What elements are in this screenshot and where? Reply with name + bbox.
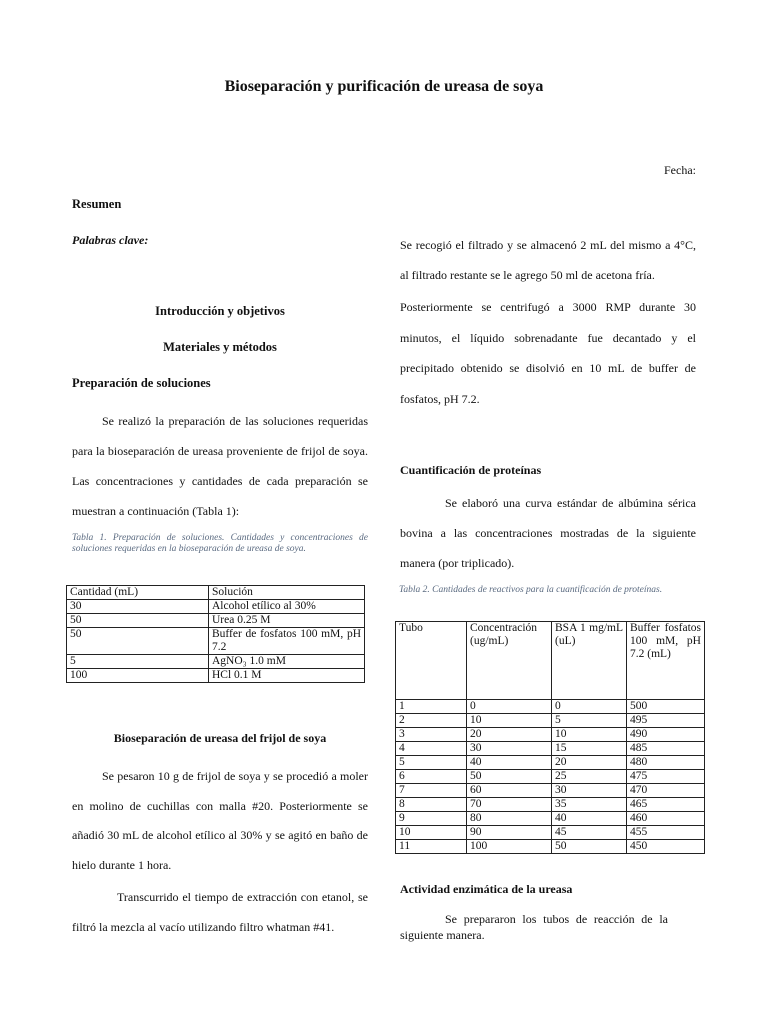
table-cell: 5	[552, 714, 627, 728]
table-cell: 40	[467, 756, 552, 770]
table-cell: 20	[467, 728, 552, 742]
table-cell: 90	[467, 826, 552, 840]
table-cell: 4	[396, 742, 467, 756]
filtrate-paragraph: Se recogió el filtrado y se almacenó 2 mL del mismo a 4°C, al filtrado restante se le agrego 50 ml de acetona fría.	[400, 238, 696, 282]
table-cell: Buffer de fosfatos 100 mM, pH 7.2	[209, 628, 365, 655]
table-row	[396, 798, 705, 812]
table-cell: 10	[467, 714, 552, 728]
table2-caption: Tabla 2. Cantidades de reactivos para la cuantificación de proteínas.	[399, 585, 663, 595]
table-cell: 0	[552, 700, 627, 714]
bioseparation-paragraph-2: Transcurrido el tiempo de extracción con etanol, se filtró la mezcla al vacío utilizando filtro whatman #41.	[72, 890, 368, 934]
table-row	[396, 756, 705, 770]
table-cell: Urea 0.25 M	[209, 614, 365, 628]
table-row	[396, 840, 705, 854]
table2	[395, 621, 705, 854]
table1	[66, 585, 365, 683]
solutions-heading: Preparación de soluciones	[72, 376, 211, 390]
table-cell: 30	[467, 742, 552, 756]
solutions-paragraph: Se realizó la preparación de las soluciones requeridas para la bioseparación de ureasa proveniente de frijol de soya. Las concentraciones y cantidades de cada preparación se muestran a continuación (Tabla 1):	[72, 414, 368, 518]
table-cell: 70	[467, 798, 552, 812]
enzyme-activity-paragraph: Se prepararon los tubos de reacción de la siguiente manera.	[400, 912, 668, 942]
protein-quant-heading: Cuantificación de proteínas	[400, 463, 542, 477]
paper-title: Bioseparación y purificación de ureasa de soya	[224, 78, 544, 95]
table-cell: 30	[552, 784, 627, 798]
table-cell: 10	[552, 728, 627, 742]
table-row	[396, 770, 705, 784]
table-cell: 0	[467, 700, 552, 714]
table-header-cell: BSA 1 mg/mL (uL)	[552, 622, 627, 700]
table-cell: HCl 0.1 M	[209, 669, 365, 683]
methods-heading: Materiales y métodos	[163, 340, 277, 354]
table-header-cell: Buffer fosfatos 100 mM, pH 7.2 (mL)	[627, 622, 705, 700]
table-row	[67, 669, 365, 683]
table-cell: 485	[627, 742, 705, 756]
table-cell: 45	[552, 826, 627, 840]
table-cell: 8	[396, 798, 467, 812]
table-cell: 460	[627, 812, 705, 826]
table-row	[396, 784, 705, 798]
table-cell: 5	[396, 756, 467, 770]
table-cell: 3	[396, 728, 467, 742]
table-cell: 500	[627, 700, 705, 714]
abstract-heading: Resumen	[72, 197, 122, 211]
table-cell: 465	[627, 798, 705, 812]
table-cell: 475	[627, 770, 705, 784]
table-row	[396, 742, 705, 756]
enzyme-activity-heading: Actividad enzimática de la ureasa	[400, 882, 573, 896]
table-row	[67, 628, 365, 655]
table-header-cell: Solución	[209, 586, 365, 600]
table-row	[396, 700, 705, 714]
table-row	[67, 614, 365, 628]
table-row	[67, 600, 365, 614]
table-cell: 80	[467, 812, 552, 826]
table-row	[396, 714, 705, 728]
table-cell: 50	[67, 614, 209, 628]
table-cell: 450	[627, 840, 705, 854]
table-cell: AgNO₃ 1.0 mM	[209, 655, 365, 669]
table-cell: 20	[552, 756, 627, 770]
protein-quant-paragraph: Se elaboró una curva estándar de albúmina sérica bovina a las concentraciones mostradas de la siguiente manera (por triplicado).	[400, 496, 696, 570]
table-cell: 100	[467, 840, 552, 854]
table-cell: 470	[627, 784, 705, 798]
table1-caption: Tabla 1. Preparación de soluciones. Cantidades y concentraciones de soluciones requeridas en la bioseparación de ureasa de soya.	[72, 533, 368, 554]
bioseparation-paragraph-1: Se pesaron 10 g de frijol de soya y se procedió a moler en molino de cuchillas con malla #20. Posteriormente se añadió 30 mL de alcohol etílico al 30% y se agitó en baño de hielo durante 1 hora.	[72, 769, 368, 872]
table-cell: 50	[552, 840, 627, 854]
date-label: Fecha:	[664, 163, 696, 177]
table-row	[396, 728, 705, 742]
table-cell: 2	[396, 714, 467, 728]
table-cell: 11	[396, 840, 467, 854]
table-cell: 15	[552, 742, 627, 756]
table-cell: 25	[552, 770, 627, 784]
table-cell: 7	[396, 784, 467, 798]
table-cell: 9	[396, 812, 467, 826]
table-cell: 1	[396, 700, 467, 714]
table-header-cell: Concentración (ug/mL)	[467, 622, 552, 700]
table-cell: 480	[627, 756, 705, 770]
table-row	[396, 826, 705, 840]
table-header-cell: Cantidad (mL)	[67, 586, 209, 600]
table-cell: 100	[67, 669, 209, 683]
table-cell: 30	[67, 600, 209, 614]
table-cell: 35	[552, 798, 627, 812]
table-cell: 60	[467, 784, 552, 798]
intro-heading: Introducción y objetivos	[155, 304, 285, 318]
centrifuge-paragraph: Posteriormente se centrifugó a 3000 RMP durante 30 minutos, el líquido sobrenadante fue decantado y el precipitado obtenido se disolvió en 10 mL de buffer de fosfatos, pH 7.2.	[400, 300, 696, 406]
table-cell: 40	[552, 812, 627, 826]
keywords-label: Palabras clave:	[72, 233, 149, 247]
table-header-cell: Tubo	[396, 622, 467, 700]
table-cell: 5	[67, 655, 209, 669]
table-cell: 50	[467, 770, 552, 784]
table-cell: 10	[396, 826, 467, 840]
table-row	[67, 586, 365, 600]
table-row	[396, 622, 705, 700]
bioseparation-heading: Bioseparación de ureasa del frijol de soya	[113, 731, 327, 745]
table-cell: 6	[396, 770, 467, 784]
table-cell: 490	[627, 728, 705, 742]
table-row	[396, 812, 705, 826]
table-row	[67, 655, 365, 669]
table-cell: 50	[67, 628, 209, 655]
table-cell: Alcohol etílico al 30%	[209, 600, 365, 614]
table-cell: 455	[627, 826, 705, 840]
table-cell: 495	[627, 714, 705, 728]
